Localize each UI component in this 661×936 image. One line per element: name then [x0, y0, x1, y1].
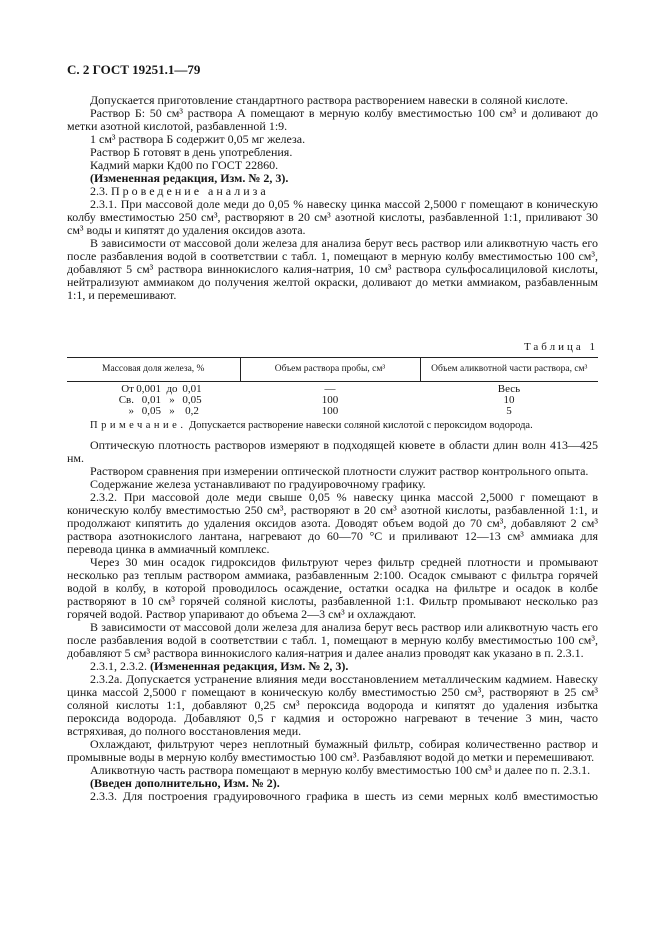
addition-note: (Введен дополнительно, Изм. № 2).: [90, 776, 280, 790]
paragraph-clause-2-3-2-filtration: Через 30 мин осадок гидроксидов фильтруют через фильтр средней плотности и промывают несколько раз теплым раствором аммиака, разбавленным 2:100. Осадок смывают с фильтра горячей водой в колбу, в которой проводилось осаждение, остатки осадка на фильтре и осадок в колбе растворяют в 10 см³ горячей соляной кислоты, разбавленной 1:1. Фильтр промывают несколько раз горячей водой. Раствор упаривают до объема 2—3 см³ и охлаждают.: [67, 555, 598, 621]
section-number: 2.3.: [90, 184, 108, 198]
paragraph-solution-b-content: 1 см³ раствора Б содержит 0,05 мг железа.: [90, 132, 306, 146]
paragraph-clause-2-3-2a-filtration: Охлаждают, фильтруют через неплотный бумажный фильтр, собирая количественно раствор и промывные воды в мерную колбу вместимостью 100 см³. Разбавляют водой до метки и перемешивают.: [67, 737, 598, 764]
table-cell-aliquot-volume: 10: [503, 394, 515, 406]
table-cell-sample-volume: 100: [321, 405, 339, 417]
table-cell-sample-volume: —: [324, 383, 336, 395]
data-table: [67, 357, 598, 417]
range-from: 0,05: [141, 405, 161, 417]
table-header-cell: Объем раствора пробы, см³: [240, 358, 420, 382]
range-from: 0,001: [136, 383, 161, 395]
text-block-reagents-and-2-3-1: [67, 94, 598, 302]
range-separator: до: [166, 383, 178, 395]
page-header: С. 2 ГОСТ 19251.1—79: [67, 62, 201, 77]
table-row: [67, 382, 598, 396]
paragraph-clause-2-3-1-aliquot: В зависимости от массовой доли железа для анализа берут весь раствор или аликвотную часть его после разбавления водой в соответствии с табл. 1, помещают в мерную колбу вместимостью 100 см³, добавляют 5 см³ раствора виннокислого калия-натрия, 10 см³ раствора сульфосалициловой кислоты, нейтрализуют аммиаком до получения желтой окраски, доливают до метки аммиаком, разбавленным 1:1, и перемешивают.: [67, 236, 598, 302]
paragraph-clause-2-3-2a-aliquot: Аликвотную часть раствора помещают в мерную колбу вместимостью 100 см³ и далее по п. 2.3.1.: [90, 763, 591, 777]
table-cell-aliquot-volume: 5: [506, 405, 512, 417]
paragraph-alt-preparation: Допускается приготовление стандартного раствора растворением навески в соляной кислоте.: [90, 93, 568, 107]
paragraph-clause-2-3-2a: 2.3.2а. Допускается устранение влияния меди восстановлением металлическим кадмием. Навеску цинка массой 2,5000 г помещают в коническую колбу вместимостью 250 см³, растворяют в 25 см³ соляной кислоты 1:1, добавляют 0,25 см³ пероксида водорода и кипятят до удаления избытка пероксида водорода. Добавляют 0,5 г кадмия и осторожно нагревают в течение 3 мин, часто встряхивая, до полного восстановления меди.: [67, 672, 598, 738]
table-cell-aliquot-volume: Весь: [497, 383, 521, 395]
range-separator: »: [169, 405, 175, 417]
table-header-row: [67, 358, 598, 382]
range-prefix: Св.: [118, 394, 134, 406]
amendment-clauses: 2.3.1, 2.3.2.: [90, 659, 147, 673]
range-to: 0,01: [182, 383, 202, 395]
range-prefix: »: [128, 405, 134, 417]
range-separator: »: [169, 394, 175, 406]
paragraph-solution-b-prep: Раствор Б готовят в день употребления.: [90, 145, 293, 159]
paragraph-optical-density: Оптическую плотность растворов измеряют в подходящей кювете в области длин волн 413—425 нм.: [67, 438, 598, 465]
paragraph-solution-b: Раствор Б: 50 см³ раствора А помещают в мерную колбу вместимостью 100 см³ и доливают до метки азотной кислотой, разбавленной 1:9.: [67, 106, 598, 133]
note-label: Примечание.: [90, 420, 187, 431]
range-prefix: От: [121, 383, 134, 395]
paragraph-cadmium: Кадмий марки Кд00 по ГОСТ 22860.: [90, 158, 279, 172]
amendment-text: (Измененная редакция, Изм. № 2, 3).: [150, 659, 349, 673]
table-cell-iron-fraction: [67, 382, 240, 396]
table-header-cell: Массовая доля железа, %: [67, 358, 240, 382]
note-text: Допускается растворение навески соляной кислотой с пероксидом водорода.: [189, 420, 533, 431]
paragraph-clause-2-3-2: 2.3.2. При массовой доле меди свыше 0,05 % навеску цинка массой 2,5000 г помещают в коническую колбу вместимостью 250 см³, растворяют в 20 см³ азотной кислоты, разбавленной 1:1, и продолжают кипятить до удаления оксидов азота. Доводят объем водой до 70 см³, добавляют 2 см³ раствора азотнокислого лантана, нагревают до 60—70 °С и приливают 12—13 см³ аммиака для перевода цинка в аммиачный комплекс.: [67, 490, 598, 556]
paragraph-clause-2-3-3: 2.3.3. Для построения градуировочного графика в шесть из семи мерных колб вместимостью: [90, 789, 598, 803]
range-to: 0,05: [182, 394, 202, 406]
table-caption: Таблица 1: [523, 341, 598, 353]
table-row: [67, 406, 598, 417]
table-cell-sample-volume: 100: [321, 394, 339, 406]
paragraph-clause-2-3-2-aliquot: В зависимости от массовой доли железа для анализа берут весь раствор или аликвотную часть его после разбавления водой в соответствии с табл. 1, помещают в мерную колбу вместимостью 100 см³, добавляют 5 см³ раствора виннокислого калия-натрия и далее анализ проводят как указано в п. 2.3.1.: [67, 620, 598, 660]
document-page: [67, 63, 598, 803]
table-note: [67, 419, 598, 432]
paragraph-calibration: Содержание железа устанавливают по градуировочному графику.: [90, 477, 426, 491]
range-from: 0,01: [141, 394, 161, 406]
range-to: 0,2: [185, 405, 199, 417]
paragraph-clause-2-3-1: 2.3.1. При массовой доле меди до 0,05 % навеску цинка массой 2,5000 г помещают в коническую колбу вместимостью 250 см³, растворяют в 20 см³ азотной кислоты, разбавленной 1:1, приливают 30 см³ воды и кипятят до удаления оксидов азота.: [67, 197, 598, 237]
table-cell-iron-fraction: [67, 406, 240, 417]
section-title: Проведение анализа: [111, 184, 269, 198]
amendment-note: (Измененная редакция, Изм. № 2, 3).: [90, 171, 289, 185]
text-block-measurement-and-2-3-2: [67, 439, 598, 803]
paragraph-reference-solution: Раствором сравнения при измерении оптической плотности служит раствор контрольного опыта.: [90, 464, 589, 478]
table-header-cell: Объем аликвотной части раствора, см³: [420, 358, 598, 382]
